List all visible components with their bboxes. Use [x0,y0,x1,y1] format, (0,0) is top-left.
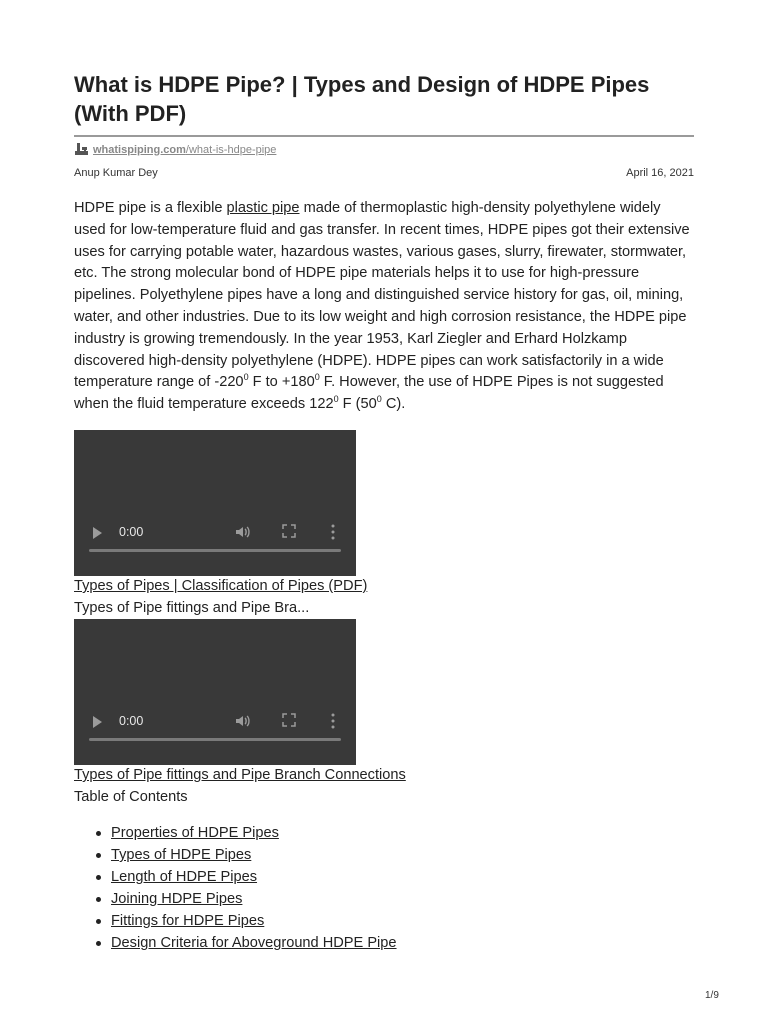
source-line [74,142,276,157]
list-item [111,822,397,844]
publish-date: April 16, 2021 [626,167,694,179]
fullscreen-icon[interactable] [282,713,296,727]
fullscreen-icon[interactable] [282,524,296,538]
video-controls [74,526,356,576]
video-progress-bar[interactable] [89,738,341,741]
page-title: What is HDPE Pipe? | Types and Design of HDPE Pipes (With PDF) [74,72,650,126]
video-controls [74,715,356,765]
list-item [111,910,397,932]
list-item [111,866,397,888]
intro-paragraph: HDPE pipe is a flexible plastic pipe made of thermoplastic high-density polyethylene widely used for low-temperature fluid and gas transfer. In recent times, HDPE pipes got their extensive uses for carrying potable water, hazardous wastes, various gases, slurry, firewater, stormwater, etc. The strong molecular bond of HDPE pipe materials helps it to use for high-pressure pipelines. Polyethylene pipes have a long and distinguished service history for gas, oil, mining, water, and other industries. Due to its low weight and high corrosion resistance, the HDPE pipe industry is growing tremendously. In the year 1953, Karl Ziegler and Erhard Holzkamp discovered high-density polyethylene (HDPE). HDPE pipes can work satisfactorily in a wide temperature range of $-220^0$ F to $+180^0$ F. However, the use of HDPE Pipes is not suggested when the fluid temperature exceeds $122^0$ F ($50^0$ C). [74,200,690,413]
volume-icon[interactable] [234,712,252,730]
more-options-icon[interactable] [330,712,336,730]
site-favicon-icon [74,142,89,157]
play-icon[interactable] [93,716,102,728]
author: Anup Kumar Dey [74,167,158,179]
video-time: 0:00 [119,525,144,539]
video-2-title: Types of Pipe fittings and Pipe Bra... [74,600,310,616]
volume-icon[interactable] [234,523,252,541]
pipe-fittings-link[interactable]: Types of Pipe fittings and Pipe Branch Connections [74,767,406,783]
video-time: 0:00 [119,714,144,728]
play-icon[interactable] [93,527,102,539]
toc-link-types[interactable]: Types of HDPE Pipes [111,847,252,863]
toc-link-joining[interactable]: Joining HDPE Pipes [111,891,243,907]
toc-link-design-criteria[interactable]: Design Criteria for Aboveground HDPE Pipe [111,935,397,951]
list-item [111,844,397,866]
plastic-pipe-link[interactable]: plastic pipe [226,200,300,216]
list-item [111,932,397,954]
video-progress-bar[interactable] [89,549,341,552]
source-link[interactable]: whatispiping.com/what-is-hdpe-pipe [93,143,277,156]
more-options-icon[interactable] [330,523,336,541]
toc-link-properties[interactable]: Properties of HDPE Pipes [111,825,279,841]
article-meta [74,166,694,180]
list-item [111,888,397,910]
toc-link-fittings[interactable]: Fittings for HDPE Pipes [111,913,265,929]
page-number: 1/9 [705,990,719,1001]
title-divider [74,135,694,137]
table-of-contents [74,822,397,954]
toc-link-length[interactable]: Length of HDPE Pipes [111,869,258,885]
video-1-caption [74,576,367,596]
toc-heading: Table of Contents [74,789,188,805]
video-player-1[interactable] [74,430,356,576]
types-of-pipes-link[interactable]: Types of Pipes | Classification of Pipes (PDF) [74,578,368,594]
video-player-2[interactable] [74,619,356,765]
video-2-caption [74,765,406,785]
